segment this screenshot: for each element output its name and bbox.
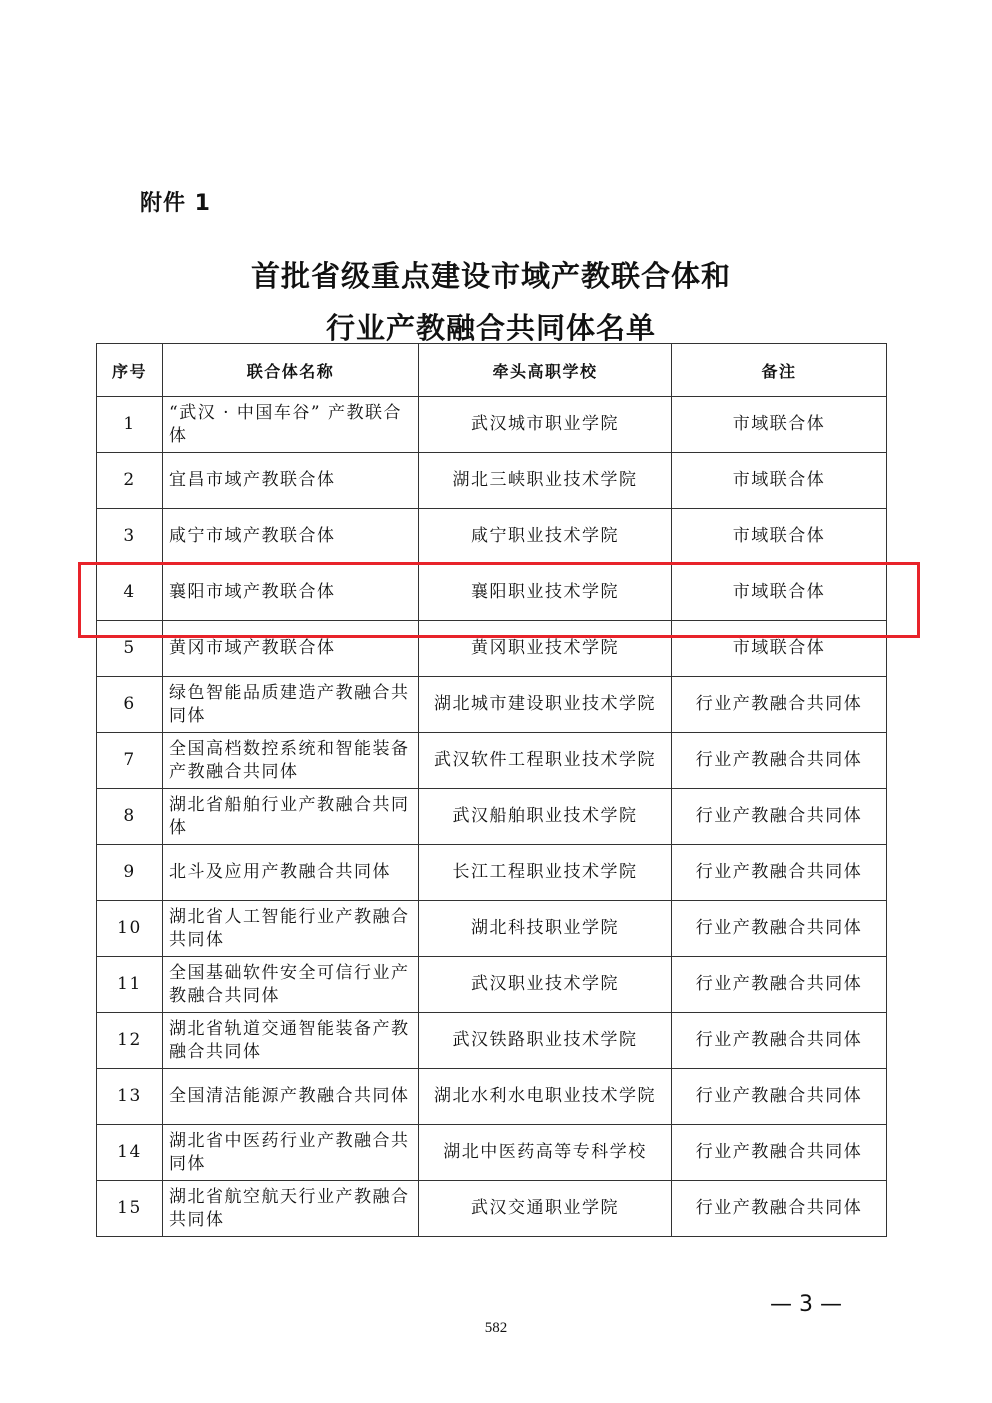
table-row xyxy=(97,957,887,1013)
row-school: 湖北中医药高等专科学校 xyxy=(419,1125,672,1181)
header-name: 联合体名称 xyxy=(163,344,419,397)
table-header-row xyxy=(97,344,887,397)
row-school: 黄冈职业技术学院 xyxy=(419,621,672,677)
page-number: — 3 — xyxy=(770,1292,842,1317)
header-school: 牵头高职学校 xyxy=(419,344,672,397)
table-row xyxy=(97,509,887,565)
row-note: 行业产教融合共同体 xyxy=(672,1069,887,1125)
row-name: 全国基础软件安全可信行业产教融合共同体 xyxy=(163,957,419,1013)
row-name: 咸宁市域产教联合体 xyxy=(163,509,419,565)
row-school: 武汉软件工程职业技术学院 xyxy=(419,733,672,789)
row-name: 湖北省中医药行业产教融合共同体 xyxy=(163,1125,419,1181)
row-name: 北斗及应用产教融合共同体 xyxy=(163,845,419,901)
row-note: 行业产教融合共同体 xyxy=(672,677,887,733)
row-name: 湖北省轨道交通智能装备产教融合共同体 xyxy=(163,1013,419,1069)
table-row xyxy=(97,565,887,621)
row-school: 湖北科技职业学院 xyxy=(419,901,672,957)
row-index: 5 xyxy=(97,621,163,677)
header-note: 备注 xyxy=(672,344,887,397)
attachment-label: 附件 1 xyxy=(140,191,211,216)
table-row xyxy=(97,677,887,733)
row-name: 黄冈市域产教联合体 xyxy=(163,621,419,677)
row-note: 行业产教融合共同体 xyxy=(672,733,887,789)
row-name: 湖北省船舶行业产教融合共同体 xyxy=(163,789,419,845)
table-row xyxy=(97,397,887,453)
row-note: 行业产教融合共同体 xyxy=(672,789,887,845)
row-school: 长江工程职业技术学院 xyxy=(419,845,672,901)
row-note: 市域联合体 xyxy=(672,509,887,565)
row-index: 14 xyxy=(97,1125,163,1181)
row-note: 行业产教融合共同体 xyxy=(672,957,887,1013)
row-school: 武汉铁路职业技术学院 xyxy=(419,1013,672,1069)
row-note: 市域联合体 xyxy=(672,397,887,453)
row-name: “武汉 · 中国车谷” 产教联合体 xyxy=(163,397,419,453)
table-row xyxy=(97,453,887,509)
row-note: 市域联合体 xyxy=(672,621,887,677)
table-row xyxy=(97,1181,887,1237)
row-name: 襄阳市域产教联合体 xyxy=(163,565,419,621)
row-index: 13 xyxy=(97,1069,163,1125)
row-school: 武汉城市职业学院 xyxy=(419,397,672,453)
row-index: 2 xyxy=(97,453,163,509)
table-row xyxy=(97,1013,887,1069)
row-index: 3 xyxy=(97,509,163,565)
row-index: 9 xyxy=(97,845,163,901)
row-index: 10 xyxy=(97,901,163,957)
row-school: 武汉职业技术学院 xyxy=(419,957,672,1013)
row-name: 湖北省航空航天行业产教融合共同体 xyxy=(163,1181,419,1237)
row-note: 行业产教融合共同体 xyxy=(672,1013,887,1069)
table-row xyxy=(97,901,887,957)
title-line-2: 行业产教融合共同体名单 xyxy=(325,311,656,345)
row-school: 咸宁职业技术学院 xyxy=(419,509,672,565)
title-line-1: 首批省级重点建设市域产教联合体和 xyxy=(250,259,731,293)
row-index: 11 xyxy=(97,957,163,1013)
table-row xyxy=(97,1125,887,1181)
roster-table xyxy=(96,343,887,1237)
row-note: 行业产教融合共同体 xyxy=(672,901,887,957)
row-school: 襄阳职业技术学院 xyxy=(419,565,672,621)
row-note: 行业产教融合共同体 xyxy=(672,1181,887,1237)
row-school: 湖北水利水电职业技术学院 xyxy=(419,1069,672,1125)
row-note: 市域联合体 xyxy=(672,453,887,509)
row-note: 行业产教融合共同体 xyxy=(672,845,887,901)
row-school: 湖北三峡职业技术学院 xyxy=(419,453,672,509)
row-school: 武汉交通职业学院 xyxy=(419,1181,672,1237)
table-row xyxy=(97,1069,887,1125)
row-index: 15 xyxy=(97,1181,163,1237)
row-name: 全国高档数控系统和智能装备产教融合共同体 xyxy=(163,733,419,789)
table-row xyxy=(97,789,887,845)
row-school: 湖北城市建设职业技术学院 xyxy=(419,677,672,733)
row-index: 6 xyxy=(97,677,163,733)
table-row xyxy=(97,733,887,789)
document-title xyxy=(96,250,886,354)
row-name: 全国清洁能源产教融合共同体 xyxy=(163,1069,419,1125)
row-name: 宜昌市域产教联合体 xyxy=(163,453,419,509)
table-body xyxy=(97,397,887,1237)
row-index: 7 xyxy=(97,733,163,789)
stamp-number: 582 xyxy=(484,1320,508,1336)
row-index: 4 xyxy=(97,565,163,621)
row-name: 湖北省人工智能行业产教融合共同体 xyxy=(163,901,419,957)
row-note: 市域联合体 xyxy=(672,565,887,621)
row-school: 武汉船舶职业技术学院 xyxy=(419,789,672,845)
row-note: 行业产教融合共同体 xyxy=(672,1125,887,1181)
header-index: 序号 xyxy=(97,344,163,397)
row-index: 12 xyxy=(97,1013,163,1069)
table-row xyxy=(97,621,887,677)
row-index: 8 xyxy=(97,789,163,845)
row-index: 1 xyxy=(97,397,163,453)
row-name: 绿色智能品质建造产教融合共同体 xyxy=(163,677,419,733)
table-row xyxy=(97,845,887,901)
